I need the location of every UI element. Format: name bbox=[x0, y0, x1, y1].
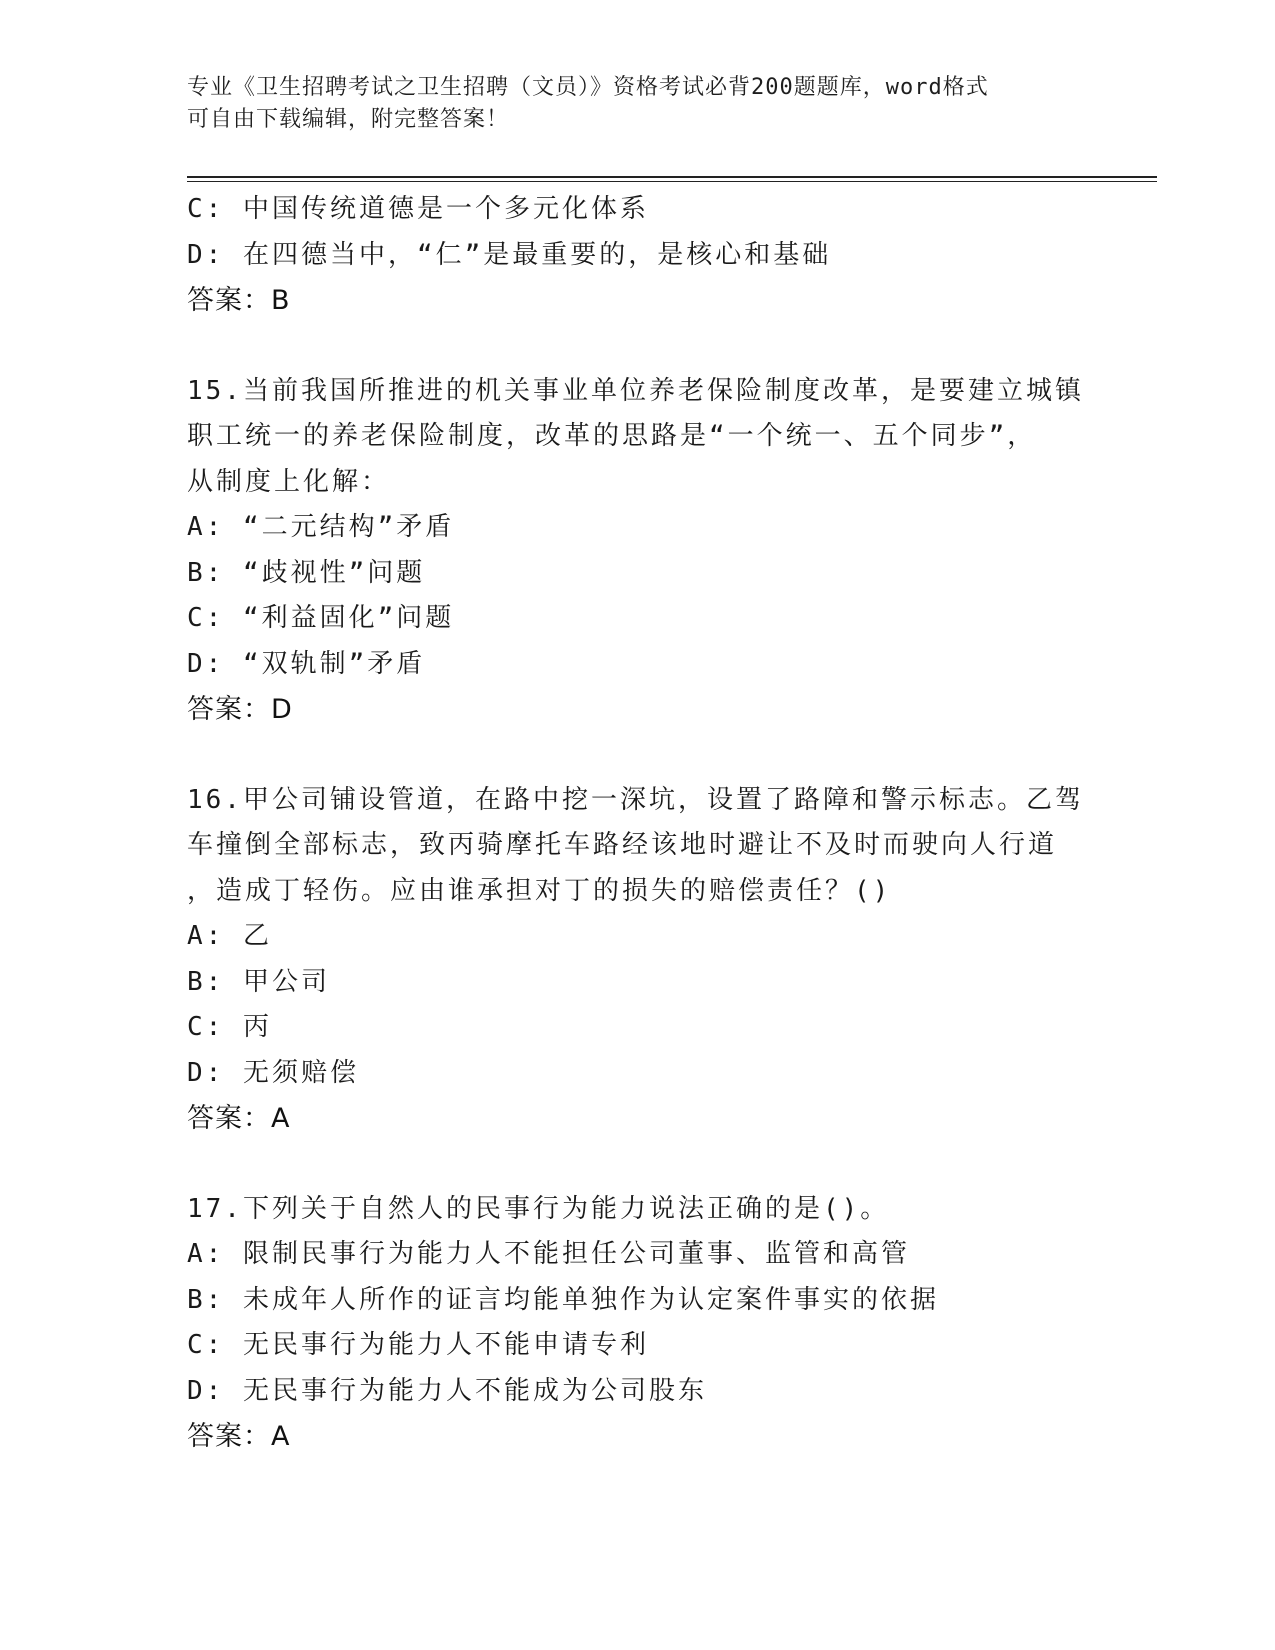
question-text-line: 从制度上化解： bbox=[187, 466, 391, 497]
question-text-line: 职工统一的养老保险制度，改革的思路是“一个统一、五个同步”， bbox=[187, 421, 1037, 451]
answer-line: 答案：A bbox=[187, 1421, 291, 1452]
spacer bbox=[187, 324, 1087, 369]
question-text-line: 车撞倒全部标志，致丙骑摩托车路经该地时避让不及时而驶向人行道 bbox=[187, 830, 1058, 860]
option-c: C: “利益固化”问题 bbox=[187, 603, 455, 633]
question-text-line: 16.甲公司铺设管道，在路中挖一深坑，设置了路障和警示标志。乙驾 bbox=[187, 784, 1084, 815]
option-b: B: 未成年人所作的证言均能单独作为认定案件事实的依据 bbox=[187, 1284, 939, 1315]
option-c: C: 中国传统道德是一个多元化体系 bbox=[187, 194, 649, 224]
answer-line: 答案：B bbox=[187, 285, 291, 316]
question-14-tail bbox=[187, 187, 1087, 324]
option-d: D: 无民事行为能力人不能成为公司股东 bbox=[187, 1375, 707, 1406]
question-text-line: ，造成丁轻伤。应由谁承担对丁的损失的赔偿责任？() bbox=[187, 875, 892, 906]
question-text-line: 17.下列关于自然人的民事行为能力说法正确的是()。 bbox=[187, 1193, 890, 1224]
option-d: D: “双轨制”矛盾 bbox=[187, 648, 426, 679]
option-a: A: “二元结构”矛盾 bbox=[187, 512, 455, 542]
answer-line: 答案：A bbox=[187, 1103, 291, 1134]
spacer bbox=[187, 733, 1087, 778]
answer-line: 答案：D bbox=[187, 694, 293, 725]
spacer bbox=[187, 1142, 1087, 1187]
header-divider-thin bbox=[187, 181, 1157, 182]
option-d: D: 在四德当中，“仁”是最重要的，是核心和基础 bbox=[187, 239, 832, 270]
header-line-2: 可自由下载编辑，附完整答案！ bbox=[187, 107, 510, 132]
document-header bbox=[187, 72, 1077, 136]
option-c: C: 丙 bbox=[187, 1012, 272, 1042]
option-a: A: 乙 bbox=[187, 921, 272, 951]
question-text-line: 15.当前我国所推进的机关事业单位养老保险制度改革，是要建立城镇 bbox=[187, 375, 1084, 406]
header-line-1: 专业《卫生招聘考试之卫生招聘（文员）》资格考试必背200题题库，word格式 bbox=[187, 75, 989, 100]
question-17 bbox=[187, 1187, 1087, 1460]
option-c: C: 无民事行为能力人不能申请专利 bbox=[187, 1330, 649, 1360]
question-list bbox=[187, 187, 1087, 1460]
option-d: D: 无须赔偿 bbox=[187, 1057, 359, 1088]
question-16 bbox=[187, 778, 1087, 1142]
option-b: B: “歧视性”问题 bbox=[187, 557, 426, 588]
option-a: A: 限制民事行为能力人不能担任公司董事、监管和高管 bbox=[187, 1239, 910, 1269]
option-b: B: 甲公司 bbox=[187, 966, 330, 997]
header-divider-thick bbox=[187, 176, 1157, 178]
question-15 bbox=[187, 369, 1087, 733]
